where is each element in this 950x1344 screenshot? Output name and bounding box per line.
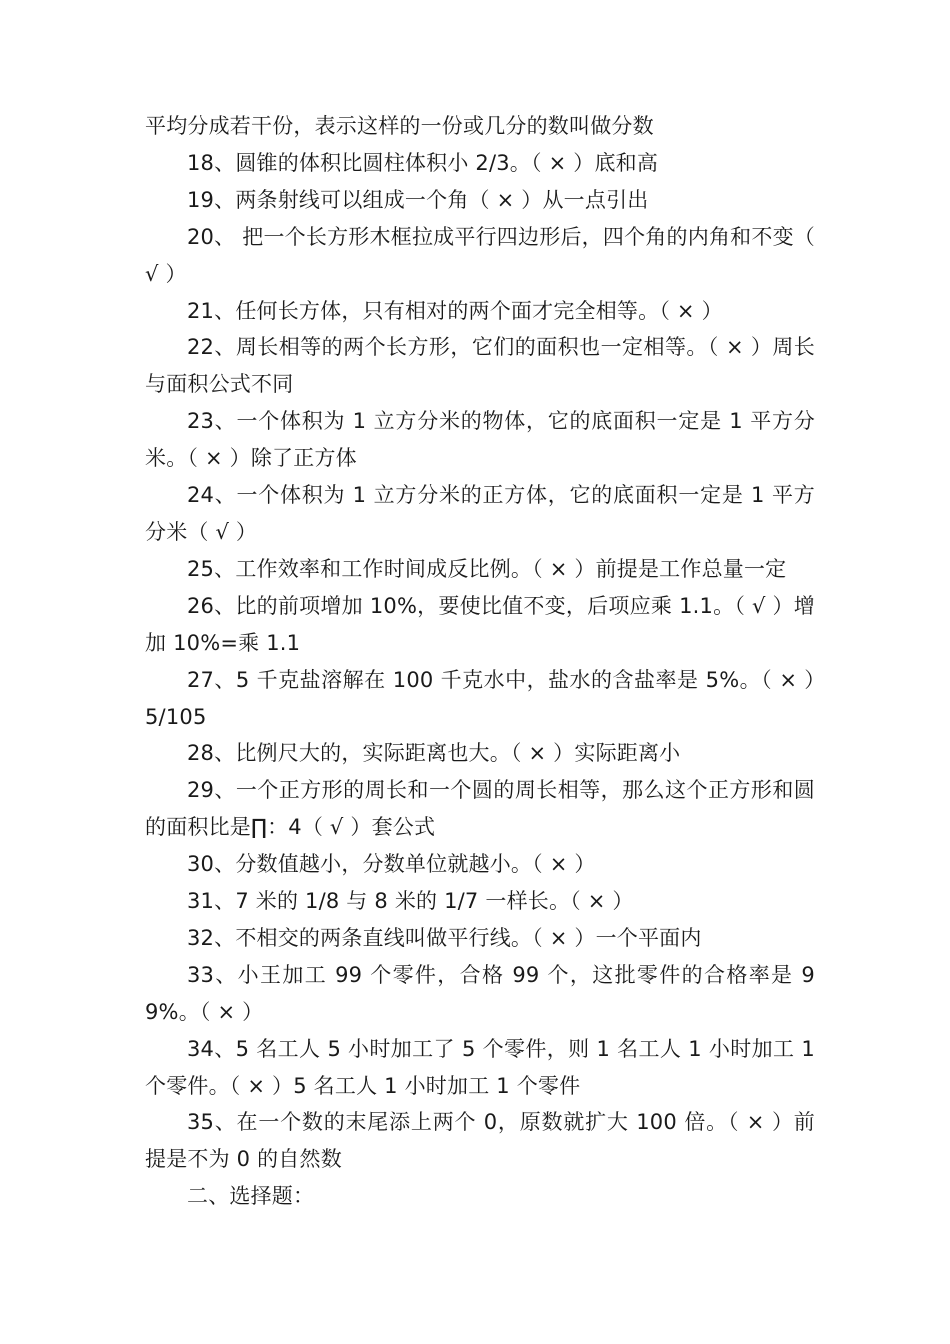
- document-paragraph: 34、5 名工人 5 小时加工了 5 个零件，则 1 名工人 1 小时加工 1 个零件。（ × ）5 名工人 1 小时加工 1 个零件: [145, 1036, 815, 1098]
- document-paragraph: 28、比例尺大的，实际距离也大。（ × ）实际距离小: [187, 741, 681, 766]
- document-paragraph: 平均分成若干份，表示这样的一份或几分的数叫做分数: [145, 114, 654, 138]
- document-paragraph: 30、分数值越小，分数单位就越小。（ × ）: [187, 852, 596, 877]
- document-paragraph: 29、一个正方形的周长和一个圆的周长相等，那么这个正方形和圆的面积比是∏：4（ √ ）套公式: [145, 778, 815, 840]
- document-paragraph: 19、两条射线可以组成一个角（ × ）从一点引出: [187, 187, 649, 212]
- document-paragraph: 32、不相交的两条直线叫做平行线。（ × ）一个平面内: [187, 925, 702, 950]
- document-paragraph: 27、5 千克盐溶解在 100 千克水中，盐水的含盐率是 5%。（ × ）5/105: [145, 667, 815, 729]
- document-paragraph: 33、小王加工 99 个零件，合格 99 个，这批零件的合格率是 99%。（ × ）: [145, 962, 815, 1024]
- document-paragraph: 25、工作效率和工作时间成反比例。（ × ）前提是工作总量一定: [187, 556, 787, 581]
- document-paragraph: 21、任何长方体，只有相对的两个面才完全相等。（ × ）: [187, 298, 723, 323]
- document-paragraph: 24、一个体积为 1 立方分米的正方体，它的底面积一定是 1 平方分米（ √ ）: [145, 483, 815, 544]
- section-heading: 二、选择题：: [187, 1184, 315, 1209]
- document-paragraph: 26、比的前项增加 10%，要使比值不变，后项应乘 1.1。（ √ ）增加 10%=乘 1.1: [145, 593, 815, 655]
- document-paragraph: 18、圆锥的体积比圆柱体积小 2/3。（ × ）底和高: [187, 150, 659, 175]
- document-body: [145, 108, 815, 1215]
- document-paragraph: 23、一个体积为 1 立方分米的物体，它的底面积一定是 1 平方分米。（ × ）除了正方体: [145, 409, 815, 471]
- document-paragraph: 20、 把一个长方形木框拉成平行四边形后，四个角的内角和不变（ √ ）: [145, 224, 815, 286]
- document-paragraph: 22、周长相等的两个长方形，它们的面积也一定相等。（ × ）周长与面积公式不同: [145, 335, 815, 397]
- document-paragraph: 35、在一个数的末尾添上两个 0，原数就扩大 100 倍。（ × ）前提是不为 0 的自然数: [145, 1110, 815, 1172]
- document-paragraph: 31、7 米的 1/8 与 8 米的 1/7 一样长。（ × ）: [187, 889, 634, 914]
